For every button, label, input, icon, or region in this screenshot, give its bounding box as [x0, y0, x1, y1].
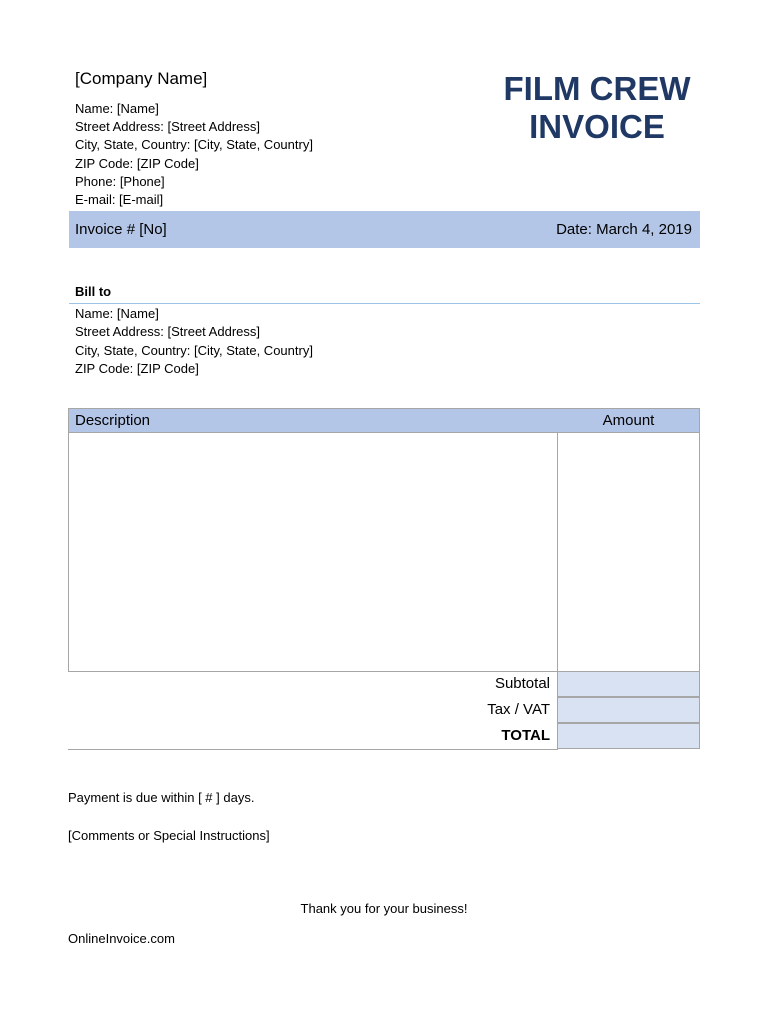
subtotal-label: Subtotal — [494, 675, 550, 692]
column-divider — [557, 433, 558, 672]
company-name: [Company Name] — [75, 69, 208, 88]
sender-zip: ZIP Code: [ZIP Code] — [75, 155, 199, 171]
sender-name: Name: [Name] — [75, 101, 159, 116]
tax-row — [68, 697, 700, 723]
bill-to-city: City, State, Country: [City, State, Country] — [75, 342, 313, 358]
tax-value — [557, 697, 700, 723]
sender-phone: Phone: [Phone] — [75, 173, 165, 189]
column-header-description: Description — [75, 412, 151, 429]
bill-to-heading: Bill to — [75, 284, 112, 299]
invoice-title — [486, 70, 708, 146]
bill-to-street: Street Address: [Street Address] — [75, 324, 260, 340]
sender-details — [75, 100, 313, 209]
line-items-table — [68, 408, 700, 672]
line-items-header — [69, 409, 699, 433]
totals-bottom-rule — [68, 749, 558, 750]
comments: [Comments or Special Instructions] — [68, 828, 270, 843]
totals-section — [68, 671, 700, 751]
sender-city: City, State, Country: [City, State, Country] — [75, 137, 313, 153]
footer-site: OnlineInvoice.com — [68, 931, 175, 946]
bill-to-zip: ZIP Code: [ZIP Code] — [75, 361, 199, 377]
bill-to-name: Name: [Name] — [75, 306, 159, 321]
title-line-1: FILM CREW — [503, 70, 691, 107]
payment-terms: Payment is due within [ # ] days. — [68, 790, 255, 805]
total-label: TOTAL — [501, 727, 550, 744]
total-value — [557, 723, 700, 749]
invoice-number: Invoice # [No] — [75, 221, 167, 238]
bill-to-divider — [69, 303, 700, 304]
invoice-date: Date: March 4, 2019 — [556, 221, 692, 238]
column-header-amount: Amount — [602, 412, 655, 429]
thank-you-note: Thank you for your business! — [300, 901, 468, 916]
tax-label: Tax / VAT — [487, 701, 550, 718]
title-line-2: INVOICE — [529, 108, 665, 145]
invoice-info-bar — [69, 211, 700, 248]
sender-street: Street Address: [Street Address] — [75, 119, 260, 135]
bill-to-details — [75, 305, 313, 379]
sender-email: E-mail: [E-mail] — [75, 192, 164, 208]
subtotal-value — [557, 671, 700, 697]
subtotal-row — [68, 671, 700, 697]
total-row — [68, 723, 700, 749]
